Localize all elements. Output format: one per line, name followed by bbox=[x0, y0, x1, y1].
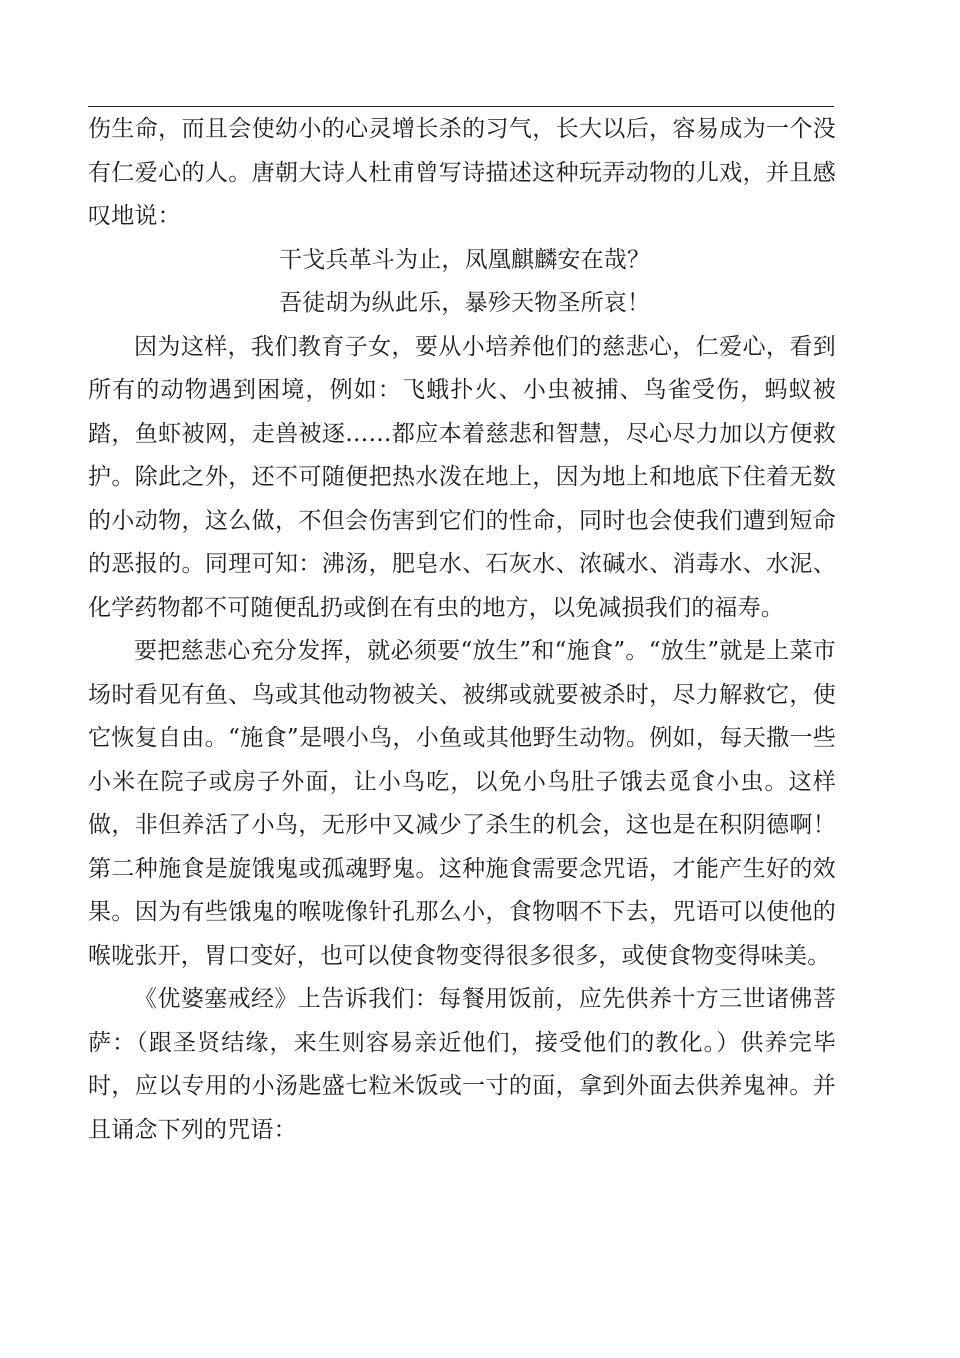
header-rule bbox=[88, 106, 834, 107]
poem-line: 吾徒胡为纵此乐，暴殄天物圣所哀！ bbox=[279, 290, 651, 316]
poem-block bbox=[88, 239, 836, 326]
poem-line: 干戈兵革斗为止，凤凰麒麟安在哉？ bbox=[279, 246, 651, 273]
paragraph: 要把慈悲心充分发挥，就必须要“放生”和“施食”。“放生”就是上菜市场时看见有鱼、鸟或其他动物被关、被绑或就要被杀时，尽力解救它，使它恢复自由。“施食”是喂小鸟，小鱼或其他野生动物。例如，每天撒一些小米在院子或房子外面，让小鸟吃，以免小鸟肚子饿去觅食小虫。这样做，非但养活了小鸟，无形中又减少了杀生的机会，这也是在积阴德啊！第二种施食是旋饿鬼或孤魂野鬼。这种施食需要念咒语，才能产生好的效果。因为有些饿鬼的喉咙像针孔那么小，食物咽不下去，咒语可以使他的喉咙张开，胃口变好，也可以使食物变得很多很多，或使食物变得味美。 bbox=[88, 638, 836, 969]
paragraph: 《优婆塞戒经》上告诉我们：每餐用饭前，应先供养十方三世诸佛菩萨：（跟圣贤结缘，来生则容易亲近他们，接受他们的教化。）供养完毕时，应以专用的小汤匙盛七粒米饭或一寸的面，拿到外面去供养鬼神。并且诵念下列的咒语： bbox=[88, 986, 836, 1143]
page-body bbox=[88, 108, 836, 1152]
paragraph-continued: 伤生命，而且会使幼小的心灵增长杀的习气，长大以后，容易成为一个没有仁爱心的人。唐朝大诗人杜甫曾写诗描述这种玩弄动物的儿戏，并且感叹地说： bbox=[88, 116, 836, 229]
paragraph: 因为这样，我们教育子女，要从小培养他们的慈悲心，仁爱心，看到所有的动物遇到困境，例如：飞蛾扑火、小虫被捕、鸟雀受伤，蚂蚁被踏，鱼虾被网，走兽被逐……都应本着慈悲和智慧，尽心尽力加以方便救护。除此之外，还不可随便把热水泼在地上，因为地上和地底下住着无数的小动物，这么做，不但会伤害到它们的性命，同时也会使我们遭到短命的恶报的。同理可知：沸汤，肥皂水、石灰水、浓碱水、消毒水、水泥、化学药物都不可随便乱扔或倒在有虫的地方，以免减损我们的福寿。 bbox=[88, 333, 836, 621]
